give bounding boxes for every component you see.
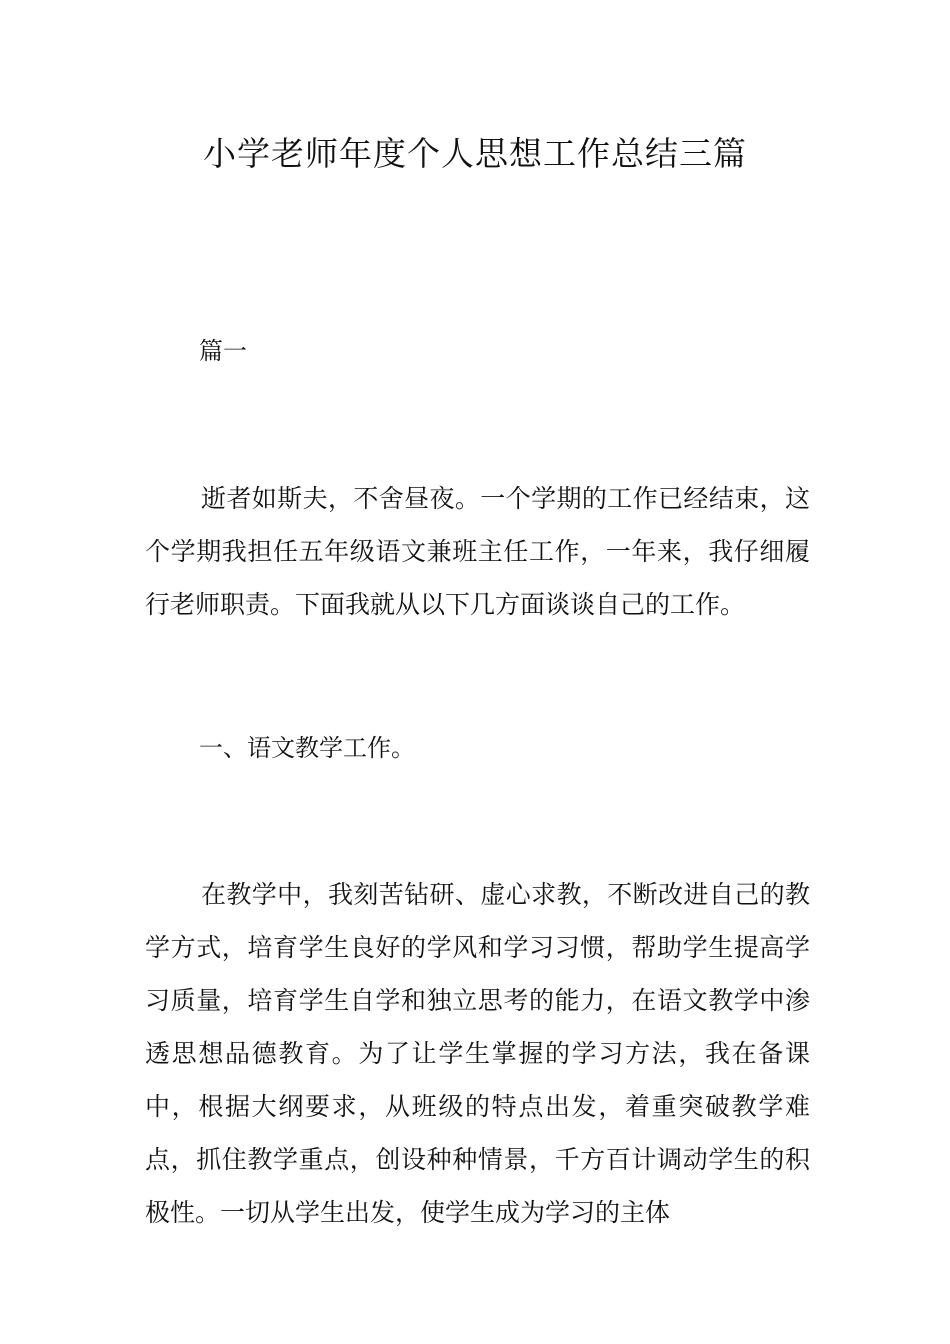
section-label: 篇一	[199, 337, 247, 365]
intro-paragraph: 逝者如斯夫，不舍昼夜。一个学期的工作已经结束，这个学期我担任五年级语文兼班主任工作，一年来，我仔细履行老师职责。下面我就从以下几方面谈谈自己的工作。	[145, 484, 810, 619]
body-paragraph: 在教学中，我刻苦钻研、虚心求教，不断改进自己的教学方式，培育学生良好的学风和学习习惯，帮助学生提高学习质量，培育学生自学和独立思考的能力，在语文教学中渗透思想品德教育。为了让学生掌握的学习方法，我在备课中，根据大纲要求，从班级的特点出发，着重突破教学难点，抓住教学重点，创设种种情景，千方百计调动学生的积极性。一切从学生出发，使学生成为学习的主体	[145, 880, 810, 1227]
subheading-chinese-teaching: 一、语文教学工作。	[199, 734, 415, 762]
document-title: 小学老师年度个人思想工作总结三篇	[203, 134, 747, 173]
